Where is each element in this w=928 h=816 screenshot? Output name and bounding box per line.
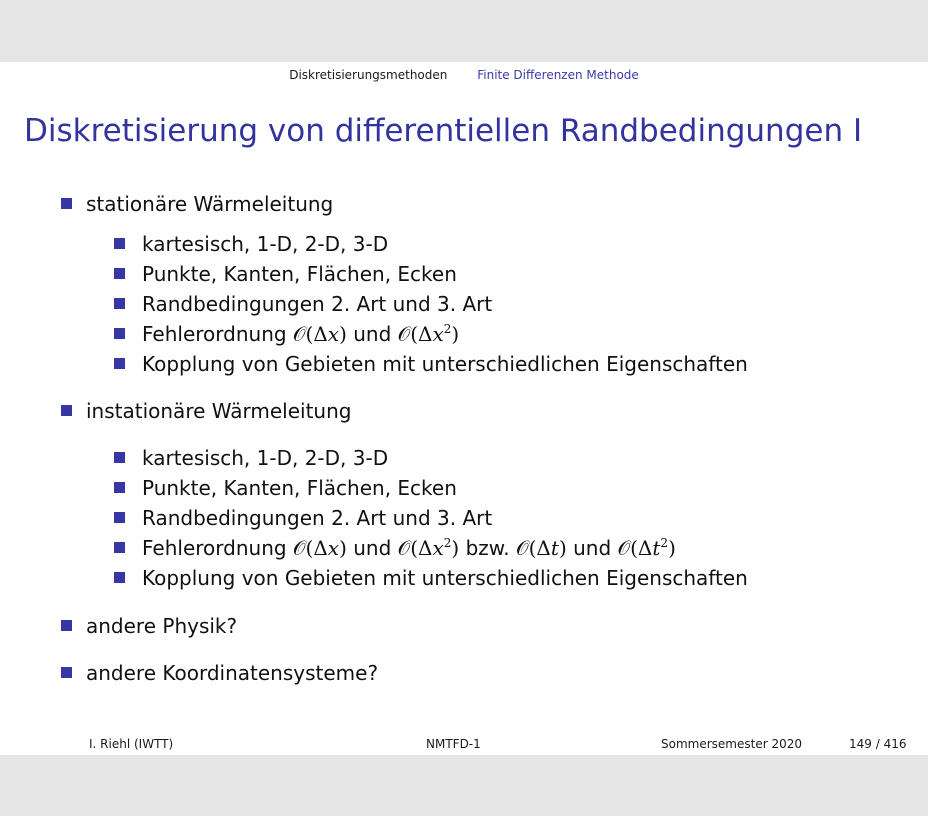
footer-page-number: 149 / 416	[849, 737, 907, 751]
header-subsection[interactable]: Finite Differenzen Methode	[477, 68, 639, 82]
list-item	[114, 446, 388, 470]
list-item-label: Kopplung von Gebieten mit unterschiedlichen Eigenschaften	[142, 566, 748, 590]
formula-o-dt2: $𝒪(\Delta t^2)$	[617, 536, 676, 560]
bullet-icon	[114, 358, 125, 369]
connector-text: und	[353, 322, 392, 346]
list-item-label: andere Physik?	[86, 614, 238, 638]
list-item-transient	[61, 399, 351, 423]
list-item-label: kartesisch, 1-D, 2-D, 3-D	[142, 446, 389, 470]
list-item	[114, 566, 748, 590]
formula-o-dt: 𝒪(Δt)	[516, 536, 567, 560]
list-item	[114, 352, 748, 376]
list-item-label: andere Koordinatensysteme?	[86, 661, 379, 685]
list-item-label: Fehlerordnung	[142, 322, 287, 346]
list-item	[114, 232, 388, 256]
bullet-icon	[114, 268, 125, 279]
slide-title: Diskretisierung von differentiellen Randbedingungen I	[24, 113, 863, 149]
list-item-label: instationäre Wärmeleitung	[86, 399, 352, 423]
list-item-label: stationäre Wärmeleitung	[86, 192, 334, 216]
footer-semester: Sommersemester 2020	[661, 737, 802, 751]
list-item-stationary	[61, 192, 333, 216]
list-item-label: Fehlerordnung	[142, 536, 287, 560]
formula-o-dx2: $𝒪(\Delta x^2)$	[397, 536, 460, 560]
list-item	[114, 476, 457, 500]
bullet-icon	[114, 238, 125, 249]
list-item-label: Punkte, Kanten, Flächen, Ecken	[142, 262, 457, 286]
list-item-other-physics	[61, 614, 237, 638]
bullet-icon	[114, 298, 125, 309]
list-item	[114, 506, 492, 530]
slide-header	[0, 68, 928, 82]
list-item-other-coords	[61, 661, 378, 685]
list-item	[114, 322, 459, 346]
list-item-label: kartesisch, 1-D, 2-D, 3-D	[142, 232, 389, 256]
list-item-label: Randbedingungen 2. Art und 3. Art	[142, 506, 493, 530]
formula-o-dx2: $𝒪(\Delta x^2)$	[397, 322, 460, 346]
formula-o-dx: 𝒪(Δx)	[292, 536, 347, 560]
header-section[interactable]: Diskretisierungsmethoden	[289, 68, 448, 82]
footer-course: NMTFD-1	[426, 737, 481, 751]
connector-text: bzw.	[465, 536, 510, 560]
list-item-label: Punkte, Kanten, Flächen, Ecken	[142, 476, 457, 500]
formula-o-dx: 𝒪(Δx)	[292, 322, 347, 346]
bullet-icon	[114, 482, 125, 493]
list-item	[114, 262, 457, 286]
slide	[0, 62, 928, 755]
bullet-icon	[61, 620, 72, 631]
bullet-icon	[114, 328, 125, 339]
list-item-label: Randbedingungen 2. Art und 3. Art	[142, 292, 493, 316]
bullet-icon	[61, 405, 72, 416]
list-item	[114, 292, 492, 316]
list-item	[114, 536, 676, 560]
bullet-icon	[61, 198, 72, 209]
footer-author: I. Riehl (IWTT)	[89, 737, 174, 751]
bullet-icon	[114, 542, 125, 553]
connector-text: und	[353, 536, 392, 560]
bullet-icon	[61, 667, 72, 678]
connector-text: und	[573, 536, 612, 560]
bullet-icon	[114, 512, 125, 523]
bullet-icon	[114, 572, 125, 583]
bullet-icon	[114, 452, 125, 463]
list-item-label: Kopplung von Gebieten mit unterschiedlichen Eigenschaften	[142, 352, 748, 376]
